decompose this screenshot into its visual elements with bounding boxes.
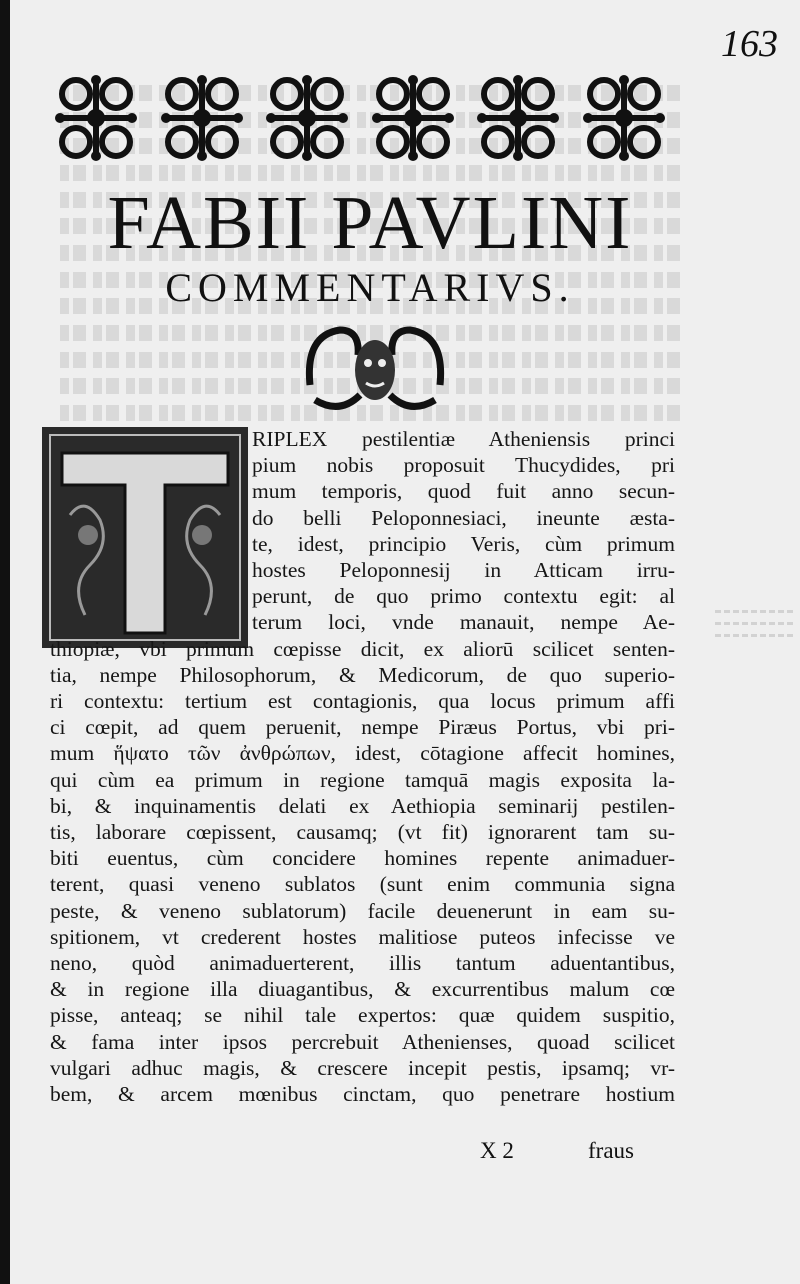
text-line: perunt, de quo primo contextu egit: al: [252, 584, 675, 609]
text-line: thiopiæ, vbi primum cœpisse dicit, ex aliorū scilicet senten-: [50, 636, 675, 661]
bleed-margin-mark: [715, 622, 795, 625]
text-line: biti euentus, cùm concidere homines repente animaduer-: [50, 846, 675, 871]
text-line: neno, quòd animaduerterent, illis tantum aduentantibus,: [50, 951, 675, 976]
text-line: mum ἥψατο τῶν ἀνθρώπων, idest, cōtagione affecit homines,: [50, 741, 675, 766]
page-title: FABII PAVLINI: [107, 181, 633, 265]
text-line: te, idest, principio Veris, cùm primum: [252, 531, 675, 556]
catchword: fraus: [588, 1138, 634, 1163]
text-line: bem, & arcem mœnibus cinctam, quo penetrare hostium: [50, 1082, 675, 1107]
text-line: spitionem, vt crederent hostes malitiose puteos infecisse ve: [50, 924, 675, 949]
text-line: pium nobis proposuit Thucydides, pri: [252, 453, 675, 478]
text-line: terum loci, vnde manauit, nempe Ae-: [252, 610, 675, 635]
text-line: vulgari adhuc magis, & crescere incepit pestis, ipsamq; vr-: [50, 1055, 675, 1080]
text-line: tia, nempe Philosophorum, & Medicorum, de quo superio-: [50, 662, 675, 687]
fleuron-ornament-icon: [156, 68, 248, 168]
text-line: RIPLEX pestilentiæ Atheniensis princi: [252, 427, 675, 451]
text-line: & in regione illa diuagantibus, & excurrentibus malum cœ: [50, 977, 675, 1002]
page-number: 163: [721, 23, 778, 65]
ornament-band: [50, 68, 670, 168]
text-line: pisse, anteaq; se nihil tale expertos: quæ quidem suspitio,: [50, 1003, 675, 1028]
fleuron-ornament-icon: [472, 68, 564, 168]
fleuron-ornament-icon: [578, 68, 670, 168]
text-line: do belli Peloponnesiaci, ineunte æsta-: [252, 505, 675, 530]
fleuron-ornament-icon: [367, 68, 459, 168]
text-line: mum temporis, quod fuit anno secun-: [252, 479, 675, 504]
text-line: terent, quasi veneno sublatos (sunt enim communia signa: [50, 872, 675, 897]
text-line: qui cùm ea primum in regione tamquā magis exposita la-: [50, 767, 675, 792]
fleuron-ornament-icon: [261, 68, 353, 168]
bleed-margin-mark: [715, 610, 795, 613]
text-line: ci cœpit, ad quem peruenit, nempe Piræus Portus, vbi pri-: [50, 715, 675, 740]
signature-mark: X 2: [480, 1138, 514, 1163]
grotesque-mask-icon: [300, 315, 450, 415]
text-line: ri contextu: tertium est contagionis, qua locus primum affi: [50, 689, 675, 714]
text-line: & fama inter ipsos percrebuit Athenienses, quoad scilicet: [50, 1029, 675, 1054]
bleed-margin-mark: [715, 634, 795, 637]
book-page: [10, 0, 800, 1284]
text-line: bi, & inquinamentis delati ex Aethiopia seminarij pestilen-: [50, 793, 675, 818]
page-subtitle: COMMENTARIVS.: [165, 265, 575, 310]
text-line: hostes Peloponnesij in Atticam irru-: [252, 558, 675, 583]
text-line: tis, laborare cœpissent, causamq; (vt fit) ignorarent tam su-: [50, 820, 675, 845]
fleuron-ornament-icon: [50, 68, 142, 168]
page-footer: [480, 1138, 680, 1168]
body-text: [50, 426, 675, 1107]
text-line: peste, & veneno sublatorum) facile deuenerunt in eam su-: [50, 898, 675, 923]
